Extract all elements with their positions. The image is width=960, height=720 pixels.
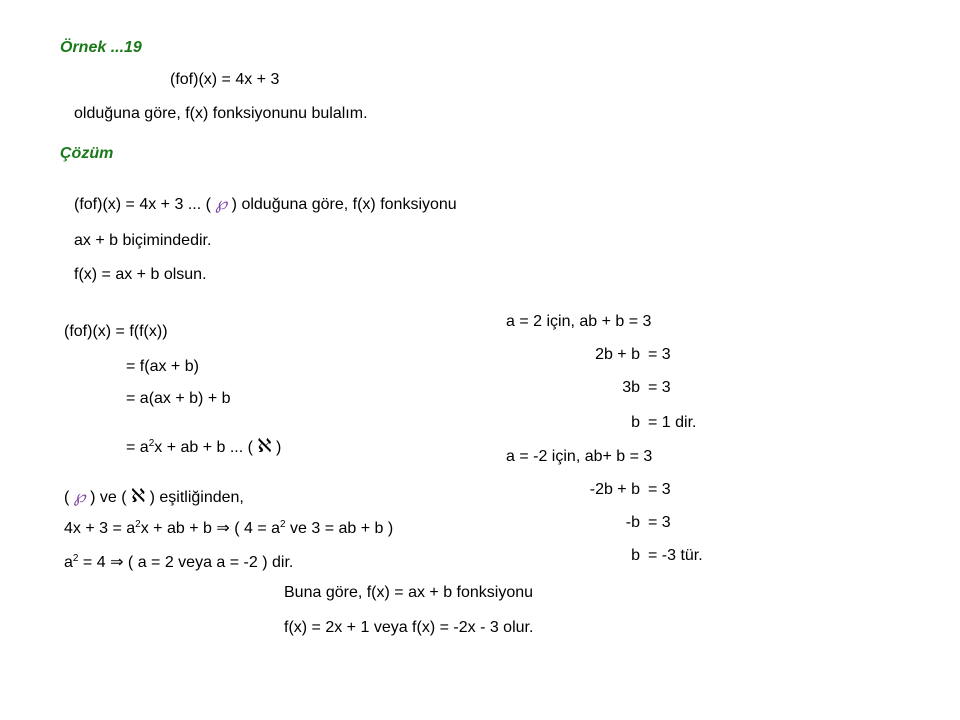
case1-step1-left: 2b + b xyxy=(595,346,640,363)
case2-step2-right: = 3 xyxy=(648,514,671,531)
p-symbol-icon: ℘ xyxy=(73,487,86,507)
case1-step2-right: = 3 xyxy=(648,379,671,396)
case2-step2-left: -b xyxy=(625,514,640,531)
question-text: olduğuna göre, f(x) fonksiyonunu bulalım. xyxy=(74,105,368,122)
equality-intro: ( ℘ ) ve ( ℵ ) eşitliğinden, xyxy=(64,485,244,507)
example-title: Örnek ...19 xyxy=(60,39,142,56)
aleph-symbol-icon: ℵ xyxy=(257,435,272,457)
derivation-line-4-tag: ... ( xyxy=(229,439,253,456)
derivation-line-3: = a(ax + b) + b xyxy=(126,390,231,407)
case1-head: a = 2 için, ab + b = 3 xyxy=(506,313,652,330)
implies-icon: ⇒ xyxy=(110,554,124,571)
solution-line-2: ax + b biçimindedir. xyxy=(74,232,212,249)
case2-head: a = -2 için, ab+ b = 3 xyxy=(506,448,653,465)
solution-line-1: (fof)(x) = 4x + 3 ... ( ℘ ) olduğuna göre, f(x) fonksiyonu xyxy=(74,194,457,214)
case1-step3-left: b xyxy=(631,414,640,431)
case2-step1-left: -2b + b xyxy=(589,481,640,498)
solution-line-1-end: olduğuna göre, f(x) fonksiyonu xyxy=(241,196,457,213)
case2-step3-left: b xyxy=(631,547,640,564)
case2-step1-right: = 3 xyxy=(648,481,671,498)
case2-step3-right: = -3 tür. xyxy=(648,547,703,564)
equality-ve: ve xyxy=(99,489,117,506)
aleph-symbol-icon: ℵ xyxy=(130,485,146,507)
equality-line: $4x + 3 = a^2x$ + ab + b ⇒ ( $4 = a^2$ ve 3 = ab + b ) xyxy=(64,519,394,537)
implies-icon: ⇒ xyxy=(216,520,230,537)
conclusion-line-1: Buna göre, f(x) = ax + b fonksiyonu xyxy=(284,584,534,601)
derivation-line-4: = $a^2x$ + ab + b ... ( ℵ ) xyxy=(126,435,282,457)
given-equation: (fof)(x) = 4x + 3 xyxy=(170,71,280,88)
equality-intro-end: eşitliğinden, xyxy=(159,489,244,506)
a-squared-line: $a^2 = 4$ ⇒ ( a = 2 veya a = -2 ) dir. xyxy=(64,553,294,571)
case1-step3-right: = 1 dir. xyxy=(648,414,697,431)
case1-step1-right: = 3 xyxy=(648,346,671,363)
solution-line-3: f(x) = ax + b olsun. xyxy=(74,266,207,283)
solution-title: Çözüm xyxy=(60,145,114,162)
conclusion-line-2: f(x) = 2x + 1 veya f(x) = -2x - 3 olur. xyxy=(284,619,534,636)
case1-step2-left: 3b xyxy=(622,379,640,396)
p-symbol-icon: ℘ xyxy=(215,194,228,214)
derivation-line-1: (fof)(x) = f(f(x)) xyxy=(64,323,168,340)
solution-line-1-start: (fof)(x) = 4x + 3 ... ( xyxy=(74,196,211,213)
derivation-line-2: = f(ax + b) xyxy=(126,358,199,375)
